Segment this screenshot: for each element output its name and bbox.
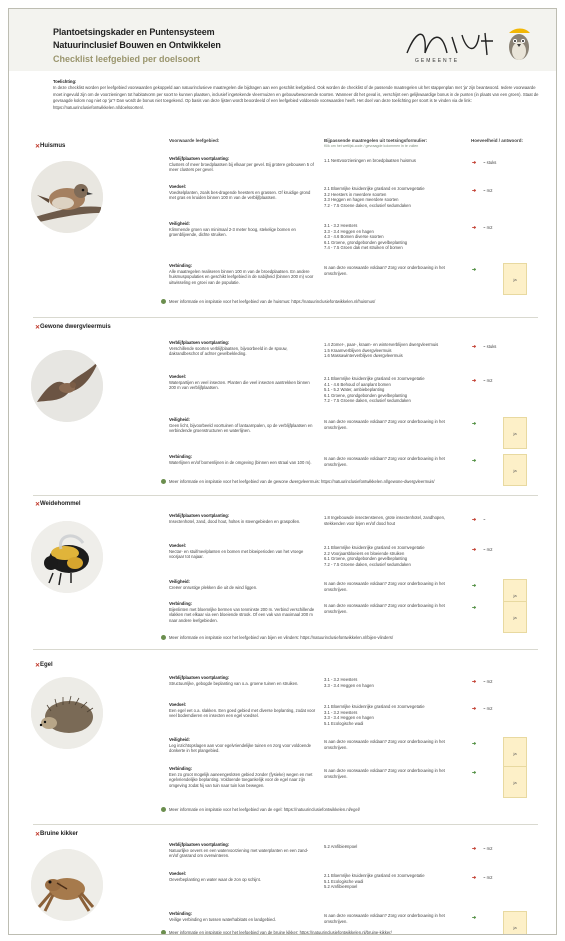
condition-label: Verblijfplaatsen voortplanting:	[169, 340, 230, 345]
measure-line: 6.1 Groene, grondgebonden gevelbeplanting	[324, 556, 408, 562]
condition-label: Voedsel:	[169, 374, 187, 379]
condition-text: Natuurlijke oevers en een watervoorziening met waterplanten en een zand- en/of grasrand om overwinteren.	[169, 847, 309, 859]
intro	[53, 79, 543, 111]
measure-line: 2.1 Bloemrijke kruidenrijke grasland en zoomvegetatie	[324, 376, 425, 381]
logo-subtitle: GEMEENTE	[415, 58, 460, 64]
checklist-page	[8, 8, 557, 935]
measure-cell	[324, 844, 464, 850]
species-photo	[31, 161, 103, 233]
measure-line: 2.1 Bloemrijke kruidenrijke grasland en zoomvegetatie	[324, 704, 425, 709]
more-info-link[interactable]: Meer informatie en inspiratie voor het leefgebied van bijen en vlinders: https://natuurinclusiefontwikkelen.nl/bijen-vlinders/	[169, 635, 394, 640]
measure-line: 7.2 - 7.5 Groene daken, exclusief sedumdaken	[324, 561, 411, 567]
measure-cell	[324, 739, 464, 750]
amount-field[interactable]: ~	[483, 517, 486, 522]
amount-field[interactable]: ~ m2	[483, 188, 493, 193]
measure-line: Is aan deze voorwaarde voldaan? Zorg voor onderbouwing in het omschrijven.	[324, 265, 445, 276]
condition-label: Voedsel:	[169, 543, 187, 548]
amount-field[interactable]: ~ m2	[483, 679, 493, 684]
species-title: Bruine kikker	[40, 831, 79, 837]
condition-label: Veiligheid:	[169, 737, 190, 742]
status-arrow-icon: ➔	[472, 378, 477, 384]
measure-line: Is aan deze voorwaarde voldaan? Zorg voor onderbouwing in het omschrijven.	[324, 581, 445, 592]
species-photo	[31, 521, 103, 593]
status-arrow-icon: ➔	[472, 605, 477, 611]
answer-field[interactable]: ja	[503, 263, 527, 295]
species-title: Egel	[40, 662, 53, 668]
status-arrow-icon: ➔	[472, 741, 477, 747]
condition-text: Klimmende groen van minimaal 2-3 meter hoog, stekelige bomen en groenblijvende, dichte struiken.	[169, 226, 296, 238]
measure-line: 1.4 Zomer-, paar-, kraam- en winterverblijven dwergvleermuis	[324, 342, 439, 347]
col-amount: Hoeveelheid / antwoord:	[471, 138, 524, 143]
condition-cell	[169, 184, 317, 201]
measure-cell	[324, 158, 464, 164]
species-photo	[31, 350, 103, 422]
status-arrow-icon: ➔	[472, 547, 477, 553]
page-subtitle: Checklist leefgebied per doelsoort	[53, 54, 201, 64]
condition-label: Voedsel:	[169, 871, 187, 876]
condition-cell	[169, 737, 317, 754]
more-info-link[interactable]: Meer informatie en inspiratie voor het leefgebied van de gewone dwergvleermuis: https://natuurinclusiefontwikkelen.nl/gewone-dwergvleermuis/	[169, 479, 435, 484]
measure-line: Is aan deze voorwaarde voldaan? Zorg voor onderbouwing in het omschrijven.	[324, 419, 445, 430]
measure-cell	[324, 342, 464, 359]
measure-line: 3.3 - 3.4 Heggen en hagen	[324, 228, 374, 234]
measure-line: 1.6 Massawinterverblijven dwergvleermuis	[324, 353, 403, 359]
header	[9, 9, 556, 71]
status-arrow-icon: ➔	[472, 160, 477, 166]
condition-label: Veiligheid:	[169, 417, 190, 422]
intro-text: In deze checklist worden per leefgebied voorwaarden gekoppeld aan natuurinclusieve maatregelen die bijdragen aan een geschikt leefgebied. Ook worden de checklist of de passende maatregelen uit het stappenplan met 'ja' zijn beantwoord. Iedere voorwaarde moet ingevuld zijn om de voorzieningen tot habitatvorm per soort te kunnen plaatsen, inclusief ingetekende vleermuizen en gebouwbewonende soorten. Wanneer dit het geval is, verschijnt een gelijkwaardige bonus in de punten (in plaats van een groen). Staat de gevraagde kolom nog niet op 'ja'? Dan wordt de bonus niet toegekend. Op basis van deze lijsten wordt beoordeeld of een leefgebied voldoende voorwaarden heeft. Het doel van deze toelichting per soort is te vinden via de link: https://natuurinclusiefontwikkelen.nl/doelsoorten/.	[53, 85, 539, 110]
answer-field[interactable]: ja	[503, 417, 527, 449]
more-info-link[interactable]: Meer informatie en inspiratie voor het leefgebied van de huismus: https://natuurinclusiefontwikkelen.nl/huismus/	[169, 299, 376, 304]
status-arrow-icon: ➔	[472, 517, 477, 523]
species-x-icon: ✕	[35, 325, 41, 331]
measure-line: 2.1 Bloemrijke kruidenrijke grasland en zoomvegetatie	[324, 873, 425, 878]
condition-text: Insectenhotel, zand, dood hout, holtes in steengebieden en graspollen.	[169, 518, 301, 524]
measure-line: 4.3 - 4.6 Bomen diverse soorten	[324, 234, 384, 240]
measure-cell	[324, 545, 464, 567]
condition-cell	[169, 871, 317, 882]
measure-line: Is aan deze voorwaarde voldaan? Zorg voor onderbouwing in het omschrijven.	[324, 456, 445, 467]
species-title: Weidehommel	[40, 501, 81, 507]
section-divider	[33, 649, 538, 650]
condition-text: Waterpartijen en veel insecten. Planten die veel insecten aantrekken binnen 200 m van verblijfplaatsen.	[169, 379, 310, 391]
species-x-icon: ✕	[35, 502, 41, 508]
condition-cell	[169, 513, 317, 524]
status-arrow-icon: ➔	[472, 875, 477, 881]
amount-field[interactable]: ~ m2	[483, 547, 493, 552]
condition-text: Alle maatregelen realiseren binnen 100 m van de broedplaatsen. En andere huismuspopulaties en geschikt leefgebied in de nabijheid (binnen 200 m) voor uitwisseling en groei van de populatie.	[169, 268, 314, 285]
condition-text: Veilige verbinding en tussen waterhabitats en landgebied.	[169, 916, 276, 922]
condition-label: Voedsel:	[169, 184, 187, 189]
measure-cell	[324, 677, 464, 688]
measure-line: 3.3 Heggen en hagen meerdere soorten	[324, 197, 399, 203]
condition-cell	[169, 911, 317, 922]
amount-field[interactable]: ~ m2	[483, 846, 493, 851]
species-title: Gewone dwergvleermuis	[40, 324, 111, 330]
condition-cell	[169, 675, 317, 686]
status-arrow-icon: ➔	[472, 421, 477, 427]
answer-field[interactable]: ja	[503, 454, 527, 486]
status-arrow-icon: ➔	[472, 344, 477, 350]
condition-label: Veiligheid:	[169, 579, 190, 584]
measure-cell	[324, 581, 464, 592]
measure-line: 7.2 - 7.5 Groene daken, exclusief sedumdaken	[324, 202, 411, 208]
section-divider	[33, 824, 538, 825]
status-arrow-icon: ➔	[472, 188, 477, 194]
measure-cell	[324, 223, 464, 251]
condition-cell	[169, 543, 317, 560]
condition-label: Verbinding:	[169, 911, 193, 916]
more-info-link[interactable]: Meer informatie en inspiratie voor het leefgebied van de bruine kikker: https://natuurinclusiefontwikkelen.nl/bruine-kikker/	[169, 930, 392, 935]
measure-cell	[324, 376, 464, 404]
measure-line: 5.1 - 5.2 Water, ambiebeplanting	[324, 387, 385, 393]
col-measures: Bijpassende maatregelen uit toetsingsformulier:	[324, 138, 428, 143]
measure-line: 6.1 Groene, grondgebonden gevelbeplanting	[324, 239, 408, 245]
condition-text: Voedselplanten, zoals bes-dragende heesters en grassen. Of kruidige grond met gras en kruiden binnen 100 m van de verblijfplaatsen.	[169, 189, 311, 201]
amount-field[interactable]: ~ m2	[483, 378, 493, 383]
title-line-2: Natuurinclusief Bouwen en Ontwikkelen	[53, 40, 221, 50]
measure-cell	[324, 419, 464, 430]
condition-label: Veiligheid:	[169, 221, 190, 226]
measure-line: Is aan deze voorwaarde voldaan? Zorg voor onderbouwing in het omschrijven.	[324, 768, 445, 779]
species-photo	[31, 849, 103, 921]
condition-text: Nectar- en stuifmeelplanten en bomen met bloeiperioden van het vroege voorjaar tot najaar.	[169, 548, 304, 560]
condition-cell	[169, 374, 317, 391]
status-arrow-icon: ➔	[472, 846, 477, 852]
species-x-icon: ✕	[35, 832, 41, 838]
measure-line: 7.4 - 7.5 Groen dak met struiken of bomen	[324, 245, 403, 251]
amount-field[interactable]: ~ m2	[483, 706, 493, 711]
species-photo	[31, 677, 103, 749]
condition-label: Verbinding:	[169, 601, 193, 606]
amount-field[interactable]: ~ m2	[483, 225, 493, 230]
status-arrow-icon: ➔	[472, 583, 477, 589]
condition-label: Verblijfplaatsen voortplanting:	[169, 675, 230, 680]
condition-text: Verschillende soorten verblijfplaatsen, bijvoorbeeld in de spouw, dakrandbeschot of achter gevelbekleding.	[169, 345, 288, 357]
measure-line: 3.3 - 3.4 Heggen en hagen	[324, 715, 374, 721]
measure-cell	[324, 704, 464, 726]
measure-line: 2.1 Bloemrijke kruidenrijke grasland en zoomvegetatie	[324, 545, 425, 550]
status-arrow-icon: ➔	[472, 770, 477, 776]
answer-field[interactable]: ja	[503, 911, 527, 935]
status-arrow-icon: ➔	[472, 706, 477, 712]
measure-line: 5.2 Amfibieënpoel	[324, 884, 358, 890]
species-x-icon: ✕	[35, 144, 41, 150]
answer-field[interactable]: ja	[503, 766, 527, 798]
section-divider	[33, 317, 538, 318]
condition-cell	[169, 702, 317, 719]
measure-line: 3.2 Heesters in meerdere soorten	[324, 191, 387, 197]
condition-cell	[169, 156, 317, 173]
measure-line: Is aan deze voorwaarde voldaan? Zorg voor onderbouwing in het omschrijven.	[324, 603, 445, 614]
condition-label: Verblijfplaatsen voortplanting:	[169, 513, 230, 518]
condition-cell	[169, 601, 317, 623]
measure-line: 7.2 - 7.5 Groene daken, exclusief sedumdaken	[324, 398, 411, 404]
measure-line: 2.1 Bloemrijke kruidenrijke grasland en zoomvegetatie	[324, 186, 425, 191]
condition-cell	[169, 766, 317, 788]
condition-text: Waterlijnen en/of bomenlijnen in de omgeving (binnen een straal van 100 m).	[169, 459, 312, 465]
answer-field[interactable]: ja	[503, 737, 527, 769]
intro-heading: Toelichting:	[53, 79, 77, 84]
condition-text: Leg inzichtopslagen aan voor egelvriendelijke tuinen en zorg voor voldoende donkerte in het plangebied.	[169, 742, 312, 754]
measure-cell	[324, 265, 464, 276]
measure-line: 3.1 - 3.2 Heesters	[324, 709, 358, 715]
measure-line: Is aan deze voorwaarde voldaan? Zorg voor onderbouwing in het omschrijven.	[324, 913, 445, 924]
condition-cell	[169, 454, 317, 465]
info-icon	[161, 807, 166, 812]
measure-line: 3.1 - 3.2 Heesters	[324, 223, 358, 228]
condition-cell	[169, 263, 317, 285]
measure-line: 2.2 Voorjaarsbloeiers en bloeiende struiken	[324, 550, 405, 556]
condition-cell	[169, 579, 317, 590]
col-measures-sub: Klik om het wetlijst-code / gevraagde kolommen in te vullen	[324, 144, 419, 148]
info-icon	[161, 479, 166, 484]
condition-label: Verblijfplaatsen voortplanting:	[169, 842, 230, 847]
col-conditions: Voorwaarde leefgebied:	[169, 138, 220, 143]
species-x-icon: ✕	[35, 663, 41, 669]
condition-cell	[169, 340, 317, 357]
more-info-link[interactable]: Meer informatie en inspiratie voor het leefgebied van de egel: https://natuurinclusiefontwikkelen.nl/egel/	[169, 807, 360, 812]
species-title: Huismus	[40, 143, 66, 149]
measure-cell	[324, 515, 464, 526]
section-divider	[33, 495, 538, 496]
measure-line: 1.1 Nestvoorzieningen en broedplaatsen huismus	[324, 158, 416, 163]
answer-field[interactable]: ja	[503, 601, 527, 633]
condition-text: Bijenlinten met bloemrijke bermen van tenminste 200 m. Verbind verschillende vlakken met elkaar via een bloeiende strook. Of een vak van maximaal 200 m naar andere leefgebieden.	[169, 606, 315, 623]
info-icon	[161, 930, 166, 935]
status-arrow-icon: ➔	[472, 458, 477, 464]
measure-cell	[324, 873, 464, 890]
info-icon	[161, 299, 166, 304]
measure-line: Is aan deze voorwaarde voldaan? Zorg voor onderbouwing in het omschrijven.	[324, 739, 445, 750]
status-arrow-icon: ➔	[472, 267, 477, 273]
measure-line: 3.1 - 3.2 Heesters	[324, 677, 358, 682]
status-arrow-icon: ➔	[472, 915, 477, 921]
measure-cell	[324, 186, 464, 208]
condition-text: Een egel eet o.a. slakken. Een goed gebied met diverse beplanting, zodat voor veel bodemdieren en insecten een egel voedsel.	[169, 707, 316, 719]
condition-text: Creëer onrustige plekken die uit de wind liggen.	[169, 584, 258, 590]
measure-line: 4.1 - 4.6 Behoud of aanplant bomen	[324, 381, 391, 387]
status-arrow-icon: ➔	[472, 679, 477, 685]
info-icon	[161, 635, 166, 640]
measure-line: 1.8 Ingebouwde insectenstenen, grote insectenhotel, zandhopen, stekkenden voor bijen en/of dood hout	[324, 515, 446, 526]
measure-cell	[324, 603, 464, 614]
measure-line: 1.5 Kraamverblijven dwergvleermuis	[324, 347, 392, 353]
measure-line: 6.1 Groene, grondgebonden gevelbeplanting	[324, 392, 408, 398]
condition-label: Verblijfplaatsen voortplanting:	[169, 156, 230, 161]
condition-text: Clusters of meer broedplaatsen bij elkaar per gevel. Bij grotere gebouwen 5 of meer clusters per gevel.	[169, 161, 314, 173]
measure-cell	[324, 913, 464, 924]
amount-field[interactable]: ~ stuks	[483, 160, 497, 165]
measure-cell	[324, 456, 464, 467]
condition-text: Oeverbeplanting en water waar de zon op schijnt.	[169, 876, 261, 882]
condition-label: Voedsel:	[169, 702, 187, 707]
condition-cell	[169, 842, 317, 859]
condition-cell	[169, 417, 317, 434]
condition-text: Een zo groot mogelijk aaneengesloten gebied zonder (fysieke) wegen en met egelvriendelijke beplanting. Voldoende toegankelijk voor de egel naar zijn omgeving zodat hij van tuin naar tuin kan bewegen.	[169, 771, 313, 788]
title-line-1: Plantoetsingskader en Puntensysteem	[53, 27, 215, 37]
condition-text: Geen licht, bijvoorbeeld voortuinen of lantaarnpalen, op de verblijfplaatsen en verbindende groenstructuren en waterlijnen.	[169, 422, 313, 434]
condition-label: Verbinding:	[169, 263, 193, 268]
measure-cell	[324, 768, 464, 779]
measure-line: 3.3 - 3.4 Heggen en hagen	[324, 682, 374, 688]
measure-line: 5.1 Ecologische wadi	[324, 720, 364, 726]
status-arrow-icon: ➔	[472, 225, 477, 231]
answer-field[interactable]: ja	[503, 579, 527, 611]
condition-label: Verbinding:	[169, 766, 193, 771]
condition-text: Structuurrijke, gebogde beplanting van o.a. groene tuinen en struiken.	[169, 680, 299, 686]
sparrow-logo-icon	[509, 29, 530, 61]
condition-label: Verbinding:	[169, 454, 193, 459]
condition-cell	[169, 221, 317, 238]
amount-field[interactable]: ~ stuks	[483, 344, 497, 349]
measure-line: 5.1 Ecologische wadi	[324, 878, 364, 884]
amount-field[interactable]: ~ m2	[483, 875, 493, 880]
measure-line: 5.2 Amfibieënpoel	[324, 844, 358, 849]
